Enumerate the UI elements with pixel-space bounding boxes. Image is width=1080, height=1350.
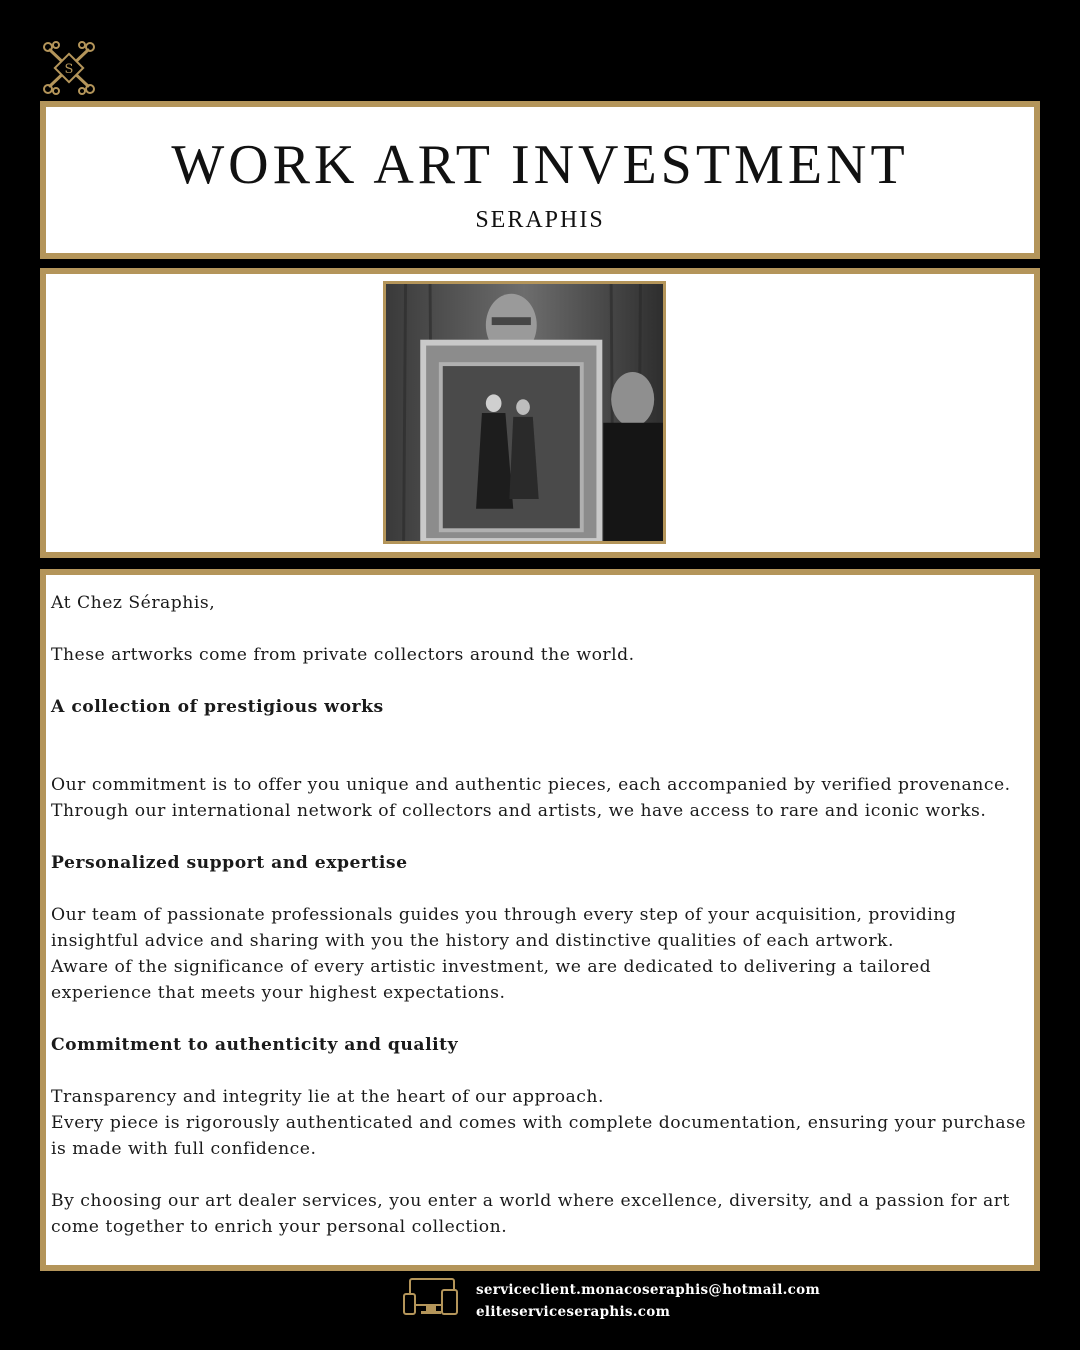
closing-paragraph: By choosing our art dealer services, you enter a world where excellence, diversity, and a passion for art come together to enrich your personal collection.	[51, 1191, 1010, 1237]
footer-contact	[476, 1279, 820, 1323]
website-link[interactable]: eliteserviceseraphis.com	[476, 1304, 671, 1320]
header-panel	[39, 100, 1041, 260]
page-subtitle: SERAPHIS	[475, 207, 605, 233]
section-heading: Commitment to authenticity and quality	[51, 1035, 459, 1055]
section-body: Every piece is rigorously authenticated and comes with complete documentation, ensuring your purchase is made with full confidence.	[51, 1113, 1027, 1159]
logo-letter: S	[64, 62, 74, 77]
devices-icon	[402, 1276, 460, 1318]
section-body: Our team of passionate professionals guides you through every step of your acquisition, providing insightful advice and sharing with you the history and distinctive qualities of each artwork.	[51, 905, 957, 951]
contact-email-link[interactable]: serviceclient.monacoseraphis@hotmail.com	[476, 1282, 821, 1298]
section-body: Transparency and integrity lie at the heart of our approach.	[51, 1087, 604, 1107]
greeting: At Chez Séraphis,	[51, 593, 216, 613]
section-body: Our commitment is to offer you unique and authentic pieces, each accompanied by verified provenance. Through our international network of collectors and artists, we have access to rare and iconic works.	[51, 775, 1011, 821]
content-panel	[39, 568, 1041, 1272]
content-body	[51, 590, 1028, 1266]
section-heading: Personalized support and expertise	[51, 853, 408, 873]
photo-panel	[39, 267, 1041, 559]
intro-paragraph: These artworks come from private collectors around the world.	[51, 645, 635, 665]
seraphis-keys-logo-icon	[40, 40, 98, 96]
art-dealer-photo-icon	[383, 281, 666, 544]
section-heading: A collection of prestigious works	[51, 697, 384, 717]
section-body: Aware of the significance of every artistic investment, we are dedicated to delivering a tailored experience that meets your highest expectations.	[51, 957, 932, 1003]
page-title: WORK ART INVESTMENT	[171, 134, 909, 196]
